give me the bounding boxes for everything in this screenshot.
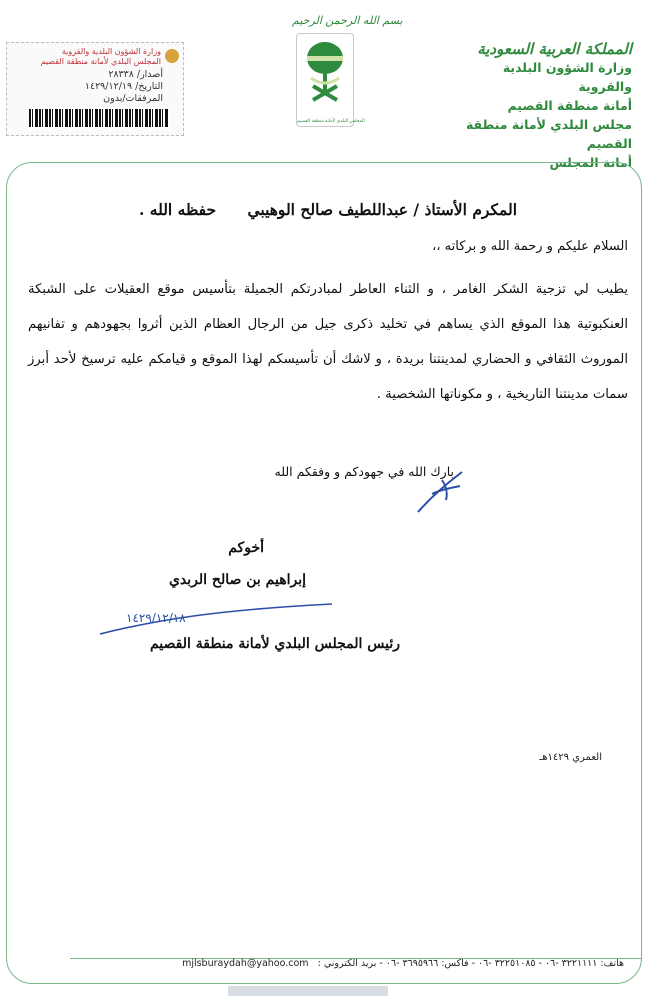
signature-mark: [412, 466, 472, 516]
stamp-ministry: وزارة الشؤون البلدية والقروية: [61, 47, 161, 56]
reference-note: العمري ١٤٢٩هـ: [539, 752, 602, 763]
footer-phone-fax: هاتف: ٣٢٢١١١١ -٠٦ - ٣٢٢٥١٠٨٥ -٠٦ - فاكس: ٣٦٩٥٩٦٦ -٠٦ - بريد الكتروني :: [317, 958, 624, 969]
letter-body: [28, 200, 628, 412]
scan-edge: [228, 986, 388, 996]
signer-name: إبراهيم بن صالح الربدي: [168, 572, 306, 588]
barcode: [29, 109, 169, 127]
stamp-council: المجلس البلدي لأمانة منطقة القصيم: [40, 57, 161, 66]
stamp-issue-number: أصدار/ ٢٨٣٣٨: [108, 69, 163, 80]
stamp-attachments: المرفقات/بدون: [103, 93, 163, 104]
addressee-line: [28, 200, 628, 219]
council-name: مجلس البلدي لأمانة منطقة القصيم: [465, 117, 632, 151]
closing: أخوكم: [228, 540, 264, 556]
footer-email[interactable]: mjlsburaydah@yahoo.com: [182, 958, 309, 969]
logo-caption: المجلس البلدي لأمانة منطقة القصيم: [297, 119, 365, 124]
footer-contact: [182, 958, 624, 969]
stamp-date: التاريخ/ ١٤٢٩/١٢/١٩: [84, 81, 163, 92]
signer-title: رئيس المجلس البلدي لأمانة منطقة القصيم: [149, 636, 400, 652]
honorific: حفظه الله .: [138, 200, 217, 219]
blessing-line: بارك الله في جهودكم و وفقكم الله: [274, 464, 454, 479]
office-name: أمانة المجلس: [549, 155, 632, 170]
letterhead-header: [462, 40, 632, 172]
salutation: السلام عليكم و رحمة الله و بركاته ،،: [432, 239, 628, 254]
handwritten-date-signature: [96, 600, 336, 640]
logo-emblem: [296, 33, 365, 127]
letter-paragraph: يطيب لي تزجية الشكر الغامر ، و الثناء العاطر لمبادرتكم الجميلة بتأسيس موقع العقيلات على الشبكة العنكبوتية هذا الموقع الذي يساهم في تخليد ذكرى جيل من الرجال العظام الذين أثروا بجهودهم و تفانيهم الموروث الثقافي و الحضاري لمدينتنا بريدة ، و لاشك أن تأسيسكم لهذا الموقع و قيامكم عليه ترسيخ لأحد أبرز سمات مدينتنا التاريخية ، و مكوناتها الشخصية .: [28, 282, 628, 402]
ministry-name: وزارة الشؤون البلدية والقروية: [502, 60, 632, 94]
basmala: بسم الله الرحمن الرحيم: [292, 14, 403, 27]
amana-name: أمانة منطقة القصيم: [507, 98, 632, 113]
palm-swords-icon: [297, 34, 353, 114]
council-logo: [292, 14, 403, 127]
handwritten-date: ١٤٢٩/١٢/١٨: [126, 611, 186, 625]
registry-stamp: [6, 42, 184, 136]
kingdom-name: المملكة العربية السعودية: [477, 40, 632, 58]
stamp-emblem-icon: [165, 49, 179, 63]
addressee: المكرم الأستاذ / عبداللطيف صالح الوهيبي: [247, 200, 518, 219]
